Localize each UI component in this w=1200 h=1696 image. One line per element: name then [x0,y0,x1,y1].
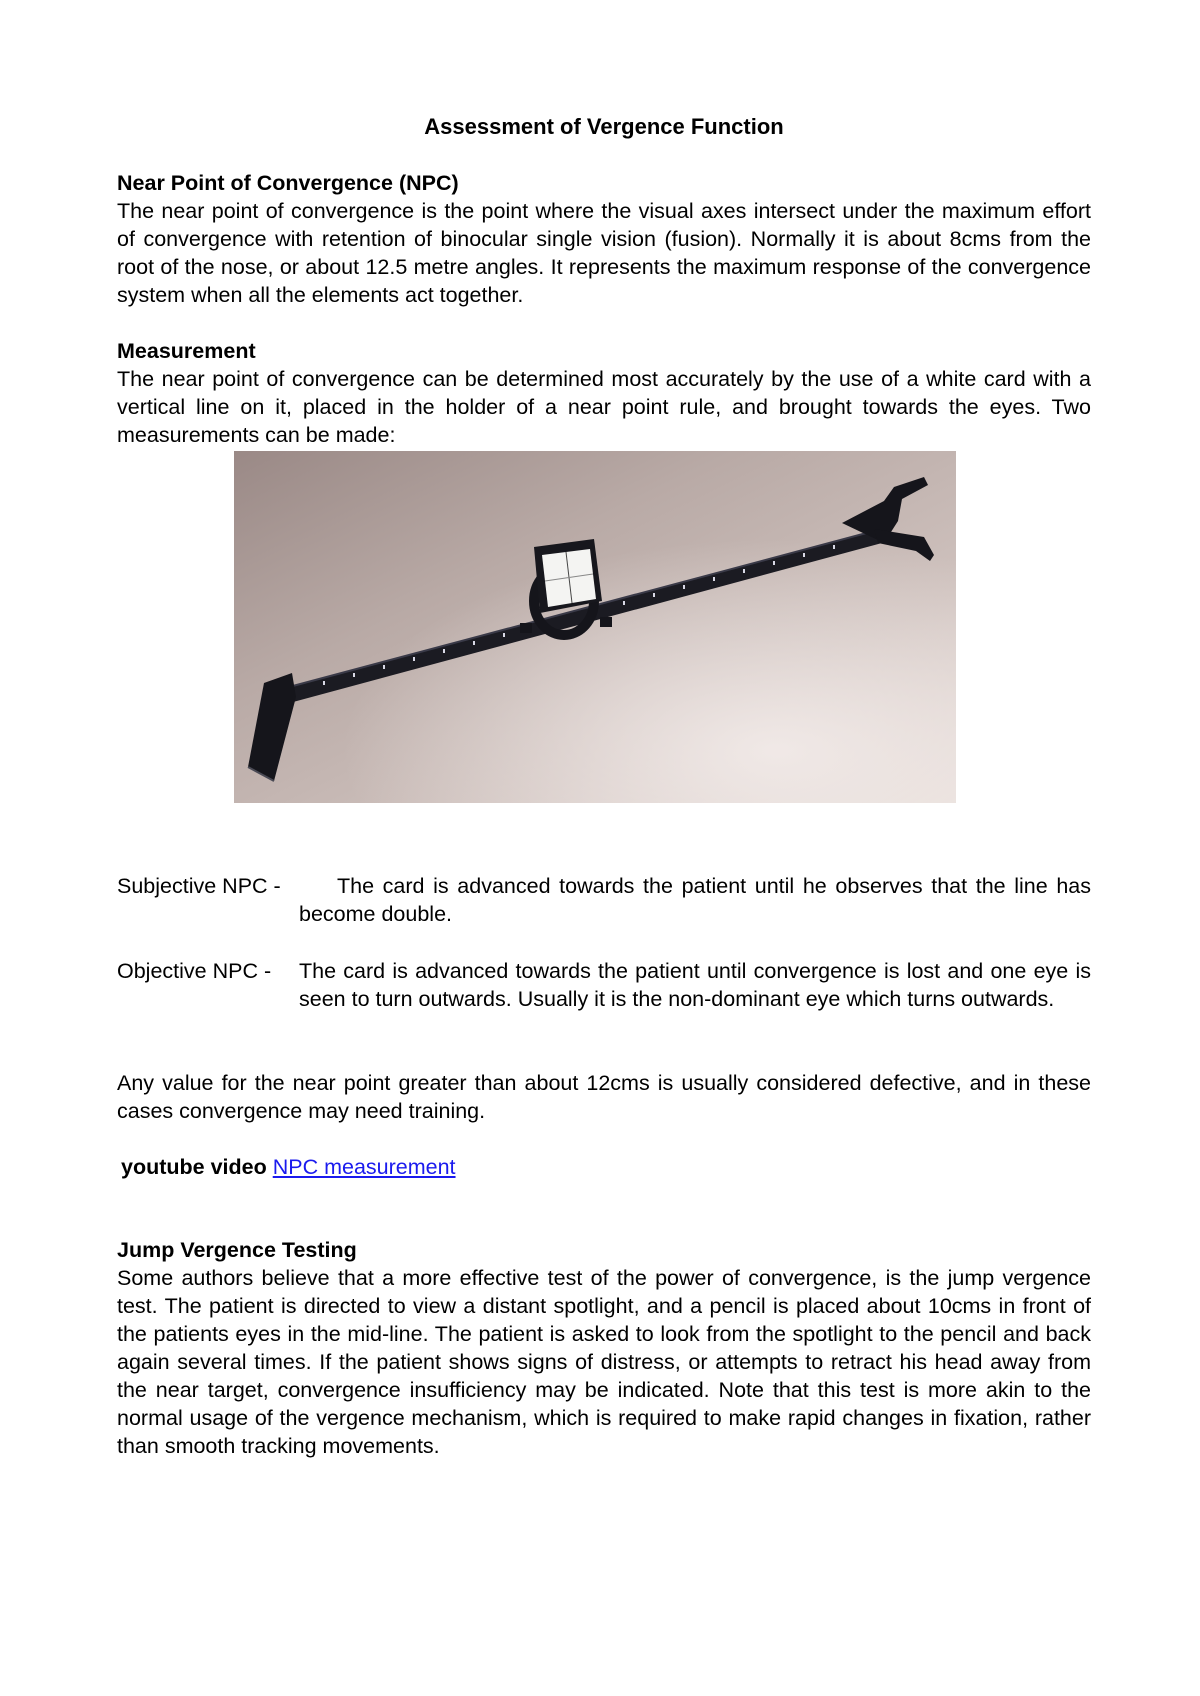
jump-vergence-paragraph: Some authors believe that a more effective test of the power of convergence, is the jump vergence test. The patient is directed to view a distant spotlight, and a pencil is placed about 10cms in front of the patients eyes in the mid-line. The patient is asked to look from the spotlight to the pencil and back again several times. If the patient shows signs of distress, or attempts to retract his head away from the near target, convergence insufficiency may be indicated. Note that this test is more akin to the normal usage of the vergence mechanism, which is required to make rapid changes in fixation, rather than smooth tracking movements. [117,1266,1091,1458]
npc-heading: Near Point of Convergence (NPC) [117,171,459,195]
definition-row-objective [117,957,1091,1041]
npc-measurement-link[interactable]: NPC measurement [272,1155,456,1179]
definition-term: Objective NPC - [117,959,272,983]
video-line [121,1153,1095,1181]
defect-note: Any value for the near point greater than about 12cms is usually considered defective, and in these cases convergence may need training. [117,1071,1091,1123]
video-label: youtube video [121,1155,267,1179]
jump-vergence-heading: Jump Vergence Testing [117,1238,357,1262]
measurement-section [117,337,1091,449]
jump-vergence-section [117,1236,1091,1460]
definition-row-subjective [117,872,1091,928]
definition-description: The card is advanced towards the patient until convergence is lost and one eye is seen to turn outwards. Usually it is the non-dominant eye which turns outwards. [299,959,1091,1011]
npc-section [117,169,1091,309]
definition-description: The card is advanced towards the patient until he observes that the line has become double. [299,874,1091,926]
npc-paragraph: The near point of convergence is the point where the visual axes intersect under the maximum effort of convergence with retention of binocular single vision (fusion). Normally it is about 8cms from the root of the nose, or about 12.5 metre angles. It represents the maximum response of the convergence system when all the elements act together. [117,199,1091,307]
definition-term: Subjective NPC - [117,874,281,898]
near-point-rule-photo [234,451,956,803]
measurement-heading: Measurement [117,339,256,363]
page-title: Assessment of Vergence Function [424,114,784,139]
measurement-paragraph: The near point of convergence can be determined most accurately by the use of a white card with a vertical line on it, placed in the holder of a near point rule, and brought towards the eyes. Two measurements can be made: [117,367,1091,447]
